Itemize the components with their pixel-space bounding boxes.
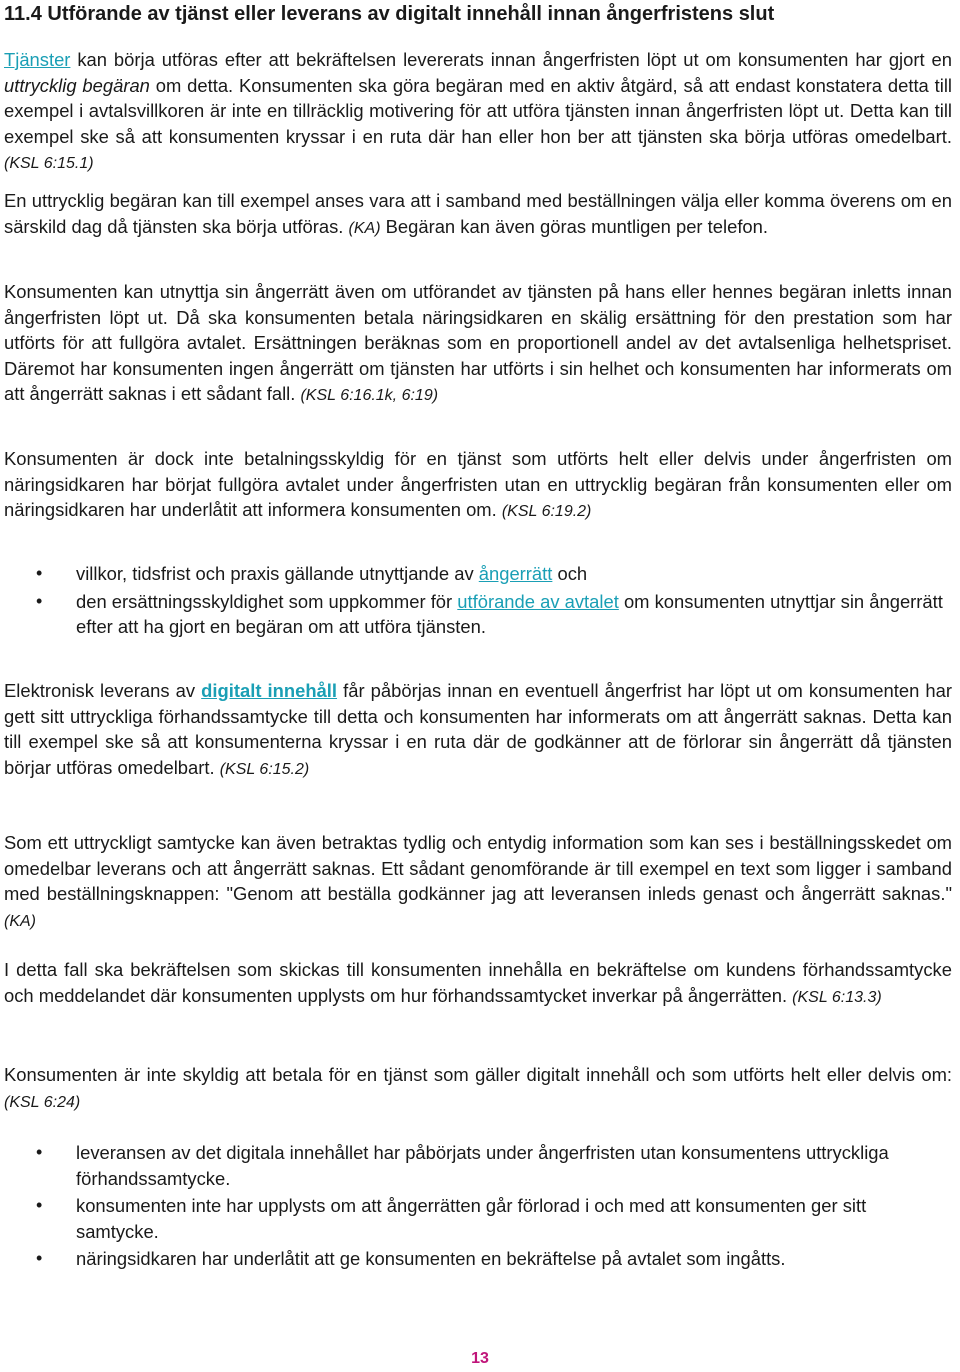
law-reference: (KSL 6:19.2) (501, 503, 592, 520)
law-reference: (KSL 6:16.1k, 6:19) (300, 387, 439, 404)
paragraph-explicit-request: En uttrycklig begäran kan till exempel anses vara att i samband med beställningen välja eller komma överens om en särskild dag då tjänsten ska börja utföras. (KA) Begäran kan även göras muntligen per telefon. (4, 190, 952, 237)
law-reference: (KA) (4, 912, 36, 930)
paragraph-digital-content: Elektronisk leverans av digitalt innehåll får påbörjas innan en eventuell ångerfrist har löpt ut om konsumenten har gett sitt uttryckliga förhandssamtycke till detta och konsumenten har informerats om att ångerrätt saknas. Detta kan till exempel ske så att konsumenterna kryssar i en ruta där de godkänner att de förlorar sin ångerrätt då tjänsten börjar utföras omedelbart. (KSL 6:15.2) (4, 680, 952, 778)
link-digitalt-innehall[interactable]: digitalt innehåll (201, 680, 338, 701)
law-reference: (KSL 6:15.1) (4, 155, 94, 172)
list-item: • konsumenten inte har upplysts om att ångerrätten går förlorad i och med att konsumenten ger sitt samtycke. (4, 1193, 952, 1244)
list-item: • näringsidkaren har underlåtit att ge konsumenten en bekräftelse på avtalet som ingåtts. (4, 1246, 952, 1272)
paragraph-confirmation: I detta fall ska bekräftelsen som skickas till konsumenten innehålla en bekräftelse om kundens förhandssamtycke och meddelandet där konsumenten upplysts om hur förhandssamtycket inverkar på ångerrätten. (KSL 6:13.3) (4, 959, 952, 1006)
paragraph-payment-liability: Konsumenten är dock inte betalningsskyldig för en tjänst som utförts helt eller delvis under ångerfristen om näringsidkaren har börjat fullgöra avtalet under ångerfristen utan en uttrycklig begäran från konsumenten eller om näringsidkaren har underlåtit att informera konsumenten om. (KSL 6:19.2) (4, 448, 952, 520)
bullet-list-conditions (4, 1140, 952, 1272)
bullet-list-information (4, 561, 952, 640)
link-angerratt[interactable]: ångerrätt (478, 563, 553, 584)
law-reference: (KSL 6:24) (4, 1093, 81, 1111)
law-reference: (KSL 6:15.2) (219, 760, 310, 778)
paragraph-withdrawal-right: Konsumenten kan utnyttja sin ångerrätt även om utförandet av tjänsten på hans eller hennes begäran inletts innan ångerfristen löpt ut. Då ska konsumenten betala näringsidkaren en skälig ersättning för den prestation som har utförts för att fullgöra avtalet. Ersättningen beräknas som en proportionell andel av det avtalsenliga helhetspriset. Däremot har konsumenten ingen ångerrätt om tjänsten har utförts i sin helhet och konsumenten har informerats om att ångerrätt saknas i ett sådant fall. (KSL 6:16.1k, 6:19) (4, 281, 952, 404)
list-item: • villkor, tidsfrist och praxis gällande utnyttjande av ångerrätt och (4, 561, 952, 587)
link-utforande-av-avtalet[interactable]: utförande av avtalet (457, 590, 619, 612)
paragraph-services-start: Tjänster kan börja utföras efter att bekräftelsen levererats innan ångerfristen löpt ut om konsumenten har gjort en uttrycklig begäran om detta. Konsumenten ska göra begäran med en aktiv åtgärd, så att endast konstatera detta till exempel i avtalsvillkoren är inte en tillräcklig motivering för att utföra tjänsten innan ångerfristen löpt ut. Detta kan till exempel ske så att konsumenten kryssar i en ruta där han eller hon ber att tjänsten ska börja utföras omedelbart. (KSL 6:15.1) (4, 49, 952, 172)
list-item: • den ersättningsskyldighet som uppkommer för utförande av avtalet om konsumenten utnyttjar sin ångerrätt efter att ha gjort en begäran om att utföra tjänsten. (4, 589, 952, 640)
law-reference: (KSL 6:13.3) (792, 988, 882, 1006)
law-reference: (KA) (348, 219, 381, 237)
section-heading: 11.4 Utförande av tjänst eller leverans av digitalt innehåll innan ångerfristens slut (4, 3, 775, 25)
page-number: 13 (471, 1350, 489, 1367)
link-tjanster[interactable]: Tjänster (4, 49, 71, 70)
paragraph-explicit-consent: Som ett uttryckligt samtycke kan även betraktas tydlig och entydig information som kan ses i beställningsskedet om omedelbar leverans och att ångerrätt saknas. Ett sådant genomförande är till exempel en text som ligger i samband med beställningsknappen: "Genom att beställa godkänner jag att leveransen inleds genast och ångerrätt saknas." (KA) (4, 832, 952, 930)
list-item: • leveransen av det digitala innehållet har påbörjats under ångerfristen utan konsumentens uttryckliga förhandssamtycke. (4, 1140, 952, 1191)
paragraph-not-liable: Konsumenten är inte skyldig att betala för en tjänst som gäller digitalt innehåll och som utförts helt eller delvis om: (KSL 6:24) (4, 1064, 952, 1111)
